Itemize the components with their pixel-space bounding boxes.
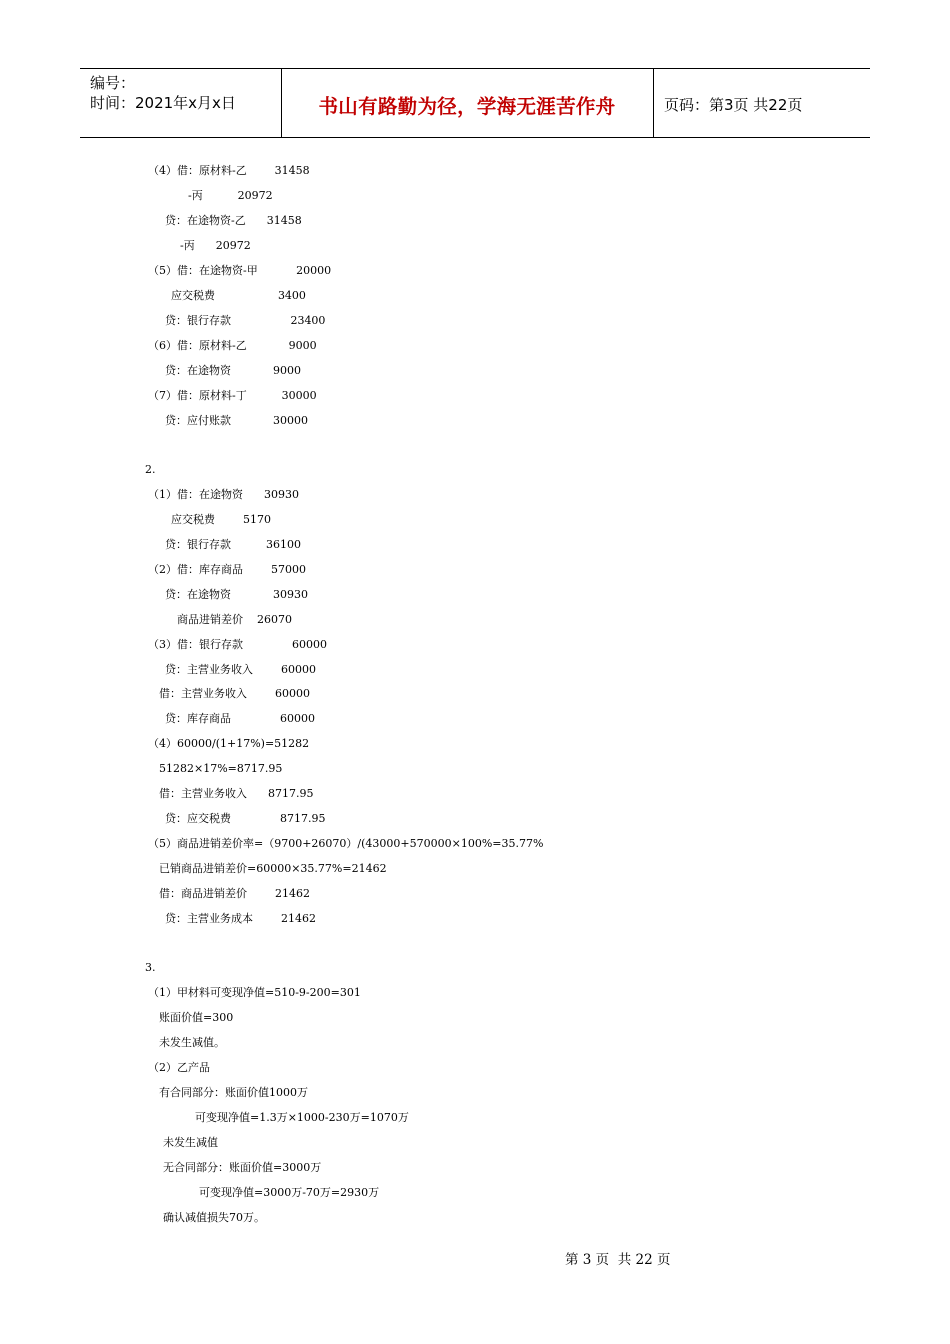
body-line: （7）借：原材料-丁 30000 (148, 389, 317, 402)
body-line: 贷：主营业务成本 21462 (165, 912, 316, 925)
section-number: 3. (145, 961, 156, 974)
section-number: 2. (145, 463, 156, 476)
body-line: 借：主营业务收入 60000 (159, 687, 310, 700)
body-line: 未发生减值 (163, 1136, 218, 1149)
body-line: 应交税费 5170 (171, 513, 271, 526)
body-line: 贷：在途物资-乙 31458 (165, 214, 302, 227)
body-line: 贷：库存商品 60000 (165, 712, 315, 725)
body-line: 借：主营业务收入 8717.95 (159, 787, 314, 800)
body-line: 有合同部分：账面价值1000万 (159, 1086, 308, 1099)
body-line: 应交税费 3400 (171, 289, 306, 302)
body-line: 未发生减值。 (159, 1036, 225, 1049)
page-footer: 第 3 页 共 22 页 (565, 1252, 671, 1268)
body-line: -丙 20972 (180, 239, 251, 252)
body-line: 商品进销差价 26070 (177, 613, 292, 626)
body-line: 贷：主营业务收入 60000 (165, 663, 316, 676)
header-middle-cell (281, 69, 654, 137)
body-line: 贷：银行存款 23400 (165, 314, 326, 327)
body-line: 51282×17%=8717.95 (159, 762, 283, 775)
body-line: 贷：在途物资 9000 (165, 364, 301, 377)
body-line: -丙 20972 (188, 189, 273, 202)
body-line: 已销商品进销差价=60000×35.77%=21462 (159, 862, 387, 875)
body-line: 可变现净值=3000万-70万=2930万 (199, 1186, 380, 1199)
body-line: 贷：应交税费 8717.95 (165, 812, 326, 825)
header-motto: 书山有路勤为径，学海无涯苦作舟 (318, 95, 616, 118)
body-line: 贷：银行存款 36100 (165, 538, 301, 551)
body-line: （6）借：原材料-乙 9000 (148, 339, 317, 352)
body-line: （2）乙产品 (148, 1061, 210, 1074)
header-left-cell (80, 69, 282, 137)
body-line: （4）60000/(1+17%)=51282 (148, 737, 310, 750)
body-line: 无合同部分：账面价值=3000万 (163, 1161, 322, 1174)
body-line: （1）甲材料可变现净值=510-9-200=301 (148, 986, 361, 999)
body-line: 借：商品进销差价 21462 (159, 887, 310, 900)
body-line: （5）借：在途物资-甲 20000 (148, 264, 332, 277)
body-line: （4）借：原材料-乙 31458 (148, 164, 310, 177)
body-line: 贷：在途物资 30930 (165, 588, 308, 601)
body-line: 账面价值=300 (159, 1011, 234, 1024)
body-line: 贷：应付账款 30000 (165, 414, 308, 427)
body-line: （5）商品进销差价率=（9700+26070）/(43000+570000×100%=35.77% (148, 837, 544, 850)
body-line: 可变现净值=1.3万×1000-230万=1070万 (195, 1111, 409, 1124)
header-page-info: 页码：第3页 共22页 (664, 96, 803, 114)
header-right-cell (654, 69, 870, 137)
body-line: （1）借：在途物资 30930 (148, 488, 299, 501)
page-header (80, 68, 870, 138)
body-line: 确认减值损失70万。 (163, 1211, 265, 1224)
serial-number-label: 编号： (90, 74, 136, 92)
body-line: （2）借：库存商品 57000 (148, 563, 306, 576)
body-line: （3）借：银行存款 60000 (148, 638, 327, 651)
date-label: 时间：2021年x月x日 (90, 94, 236, 112)
